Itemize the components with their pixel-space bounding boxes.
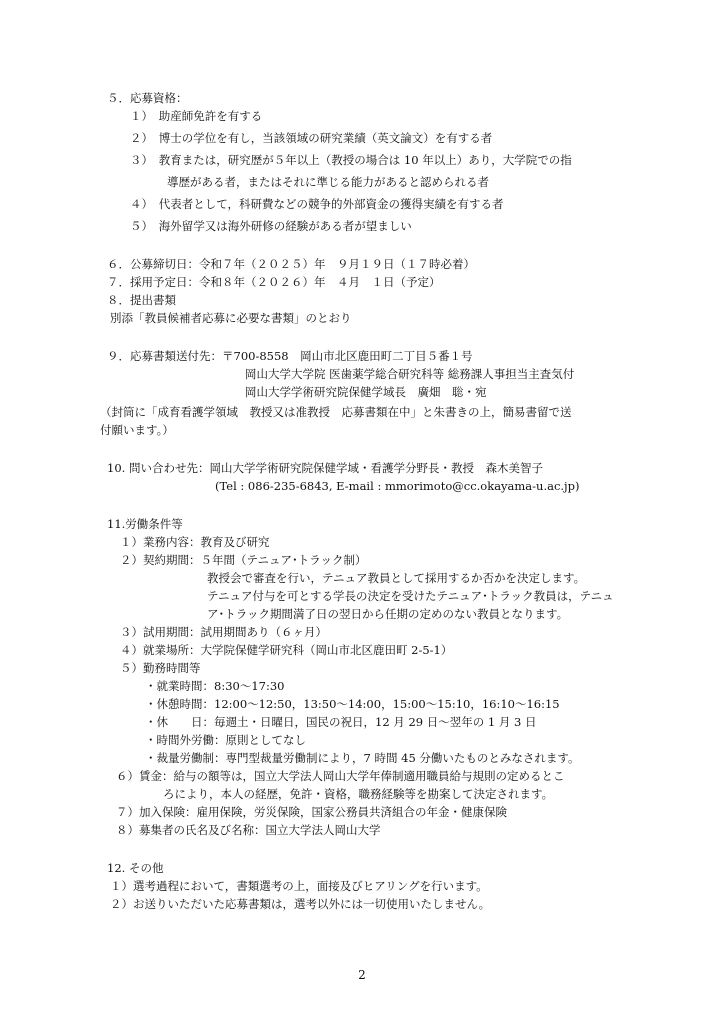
envelope-note: （封筒に「成育看護学領域 教授又は准教授 応募書類在中」と朱書きの上，簡易書留で送 (100, 405, 572, 419)
holidays: ・休 日：毎週土・日曜日，国民の祝日，12 月 29 日～翌年の 1 月 3 日 (145, 715, 537, 729)
section-12-heading: 12. その他 (107, 861, 164, 875)
qualification-item-5: ５） 海外留学又は海外研修の経験がある者が望ましい (130, 219, 412, 233)
section-5-heading: ５．応募資格： (107, 91, 188, 105)
work-item-2-detail-2: テニュア付与を可とする学長の決定を受けたテニュア･トラック教員は，テニュ (207, 589, 614, 603)
section-9-address: ９．応募書類送付先：〒700-8558 岡山市北区鹿田町二丁目５番１号 (107, 349, 473, 363)
work-item-6-salary: ６）賃金：給与の額等は，国立大学法人岡山大学年俸制適用職員給与規則の定めるとこ (116, 769, 565, 783)
section-7-start-date: ７．採用予定日：令和８年（２０２６）年 ４月 １日（予定） (107, 275, 441, 289)
section-9-recipient-name: 岡山大学学術研究院保健学域長 廣畑 聡・宛 (245, 385, 487, 399)
section-6-deadline: ６．公募締切日：令和７年（２０２５）年 ９月１９日（１７時必着） (107, 257, 475, 271)
other-item-1: １）選考過程において，書類選考の上，面接及びヒアリングを行います。 (110, 879, 488, 893)
section-11-heading: 11.労働条件等 (107, 517, 183, 531)
section-8-heading: ８．提出書類 (107, 293, 176, 307)
section-10-contact: 10. 問い合わせ先：岡山大学学術研究院保健学域・看護学分野長・教授 森木美智子 (107, 461, 543, 475)
section-10-tel-email: (Tel : 086-235-6843, E-mail : mmorimoto@cc.okayama-u.ac.jp) (215, 479, 580, 493)
page-number: 2 (358, 968, 366, 982)
work-item-2: ２）契約期間：５年間（テニュア･トラック制） (120, 553, 367, 567)
work-item-6-salary-cont: ろにより，本人の経歴，免許・資格，職務経験等を勘案して決定されます。 (163, 787, 554, 801)
work-hours: ・就業時間：8:30～17:30 (145, 679, 285, 693)
qualification-item-3-cont: 導歴がある者，またはそれに準じる能力があると認められる者 (167, 175, 489, 189)
break-time: ・休憩時間：12:00～12:50，13:50～14:00，15:00～15:10，16:10～16:15 (145, 697, 560, 711)
section-9-recipient-office: 岡山大学大学院 医歯薬学総合研究科等 総務課人事担当主査気付 (245, 367, 575, 381)
work-item-2-detail-1: 教授会で審査を行い，テニュア教員として採用するか否かを決定します。 (207, 571, 586, 585)
qualification-item-2: ２） 博士の学位を有し，当該領域の研究業績（英文論文）を有する者 (130, 131, 493, 145)
section-8-body: 別添「教員候補者応募に必要な書類」のとおり (110, 311, 352, 325)
work-item-2-detail-3: ア･トラック期間満了日の翌日から任期の定めのない教員となります。 (207, 607, 569, 621)
work-item-5: ５）勤務時間等 (120, 661, 201, 675)
qualification-item-4: ４） 代表者として，科研費などの競争的外部資金の獲得実績を有する者 (130, 197, 504, 211)
discretionary-work: ・裁量労働制：専門型裁量労働制により，7 時間 45 分働いたものとみなされます。 (145, 751, 580, 765)
work-item-8-employer: ８）募集者の氏名及び名称：国立大学法人岡山大学 (116, 823, 381, 837)
work-item-3: ３）試用期間：試用期間あり（６ヶ月） (120, 625, 327, 639)
qualification-item-1: １） 助産師免許を有する (130, 109, 263, 123)
qualification-item-3: ３） 教育または，研究歴が５年以上（教授の場合は 10 年以上）あり，大学院での指 (130, 153, 572, 167)
other-item-2: ２）お送りいただいた応募書類は，選考以外には一切使用いたしません。 (110, 897, 491, 911)
envelope-note-cont: 付願います。） (100, 423, 174, 437)
work-item-7-insurance: ７）加入保険：雇用保険，労災保険，国家公務員共済組合の年金・健康保険 (116, 805, 507, 819)
work-item-1: １）業務内容：教育及び研究 (120, 535, 270, 549)
overtime: ・時間外労働：原則としてなし (145, 733, 306, 747)
work-item-4: ４）就業場所：大学院保健学研究科（岡山市北区鹿田町 2-5-1） (120, 643, 453, 657)
